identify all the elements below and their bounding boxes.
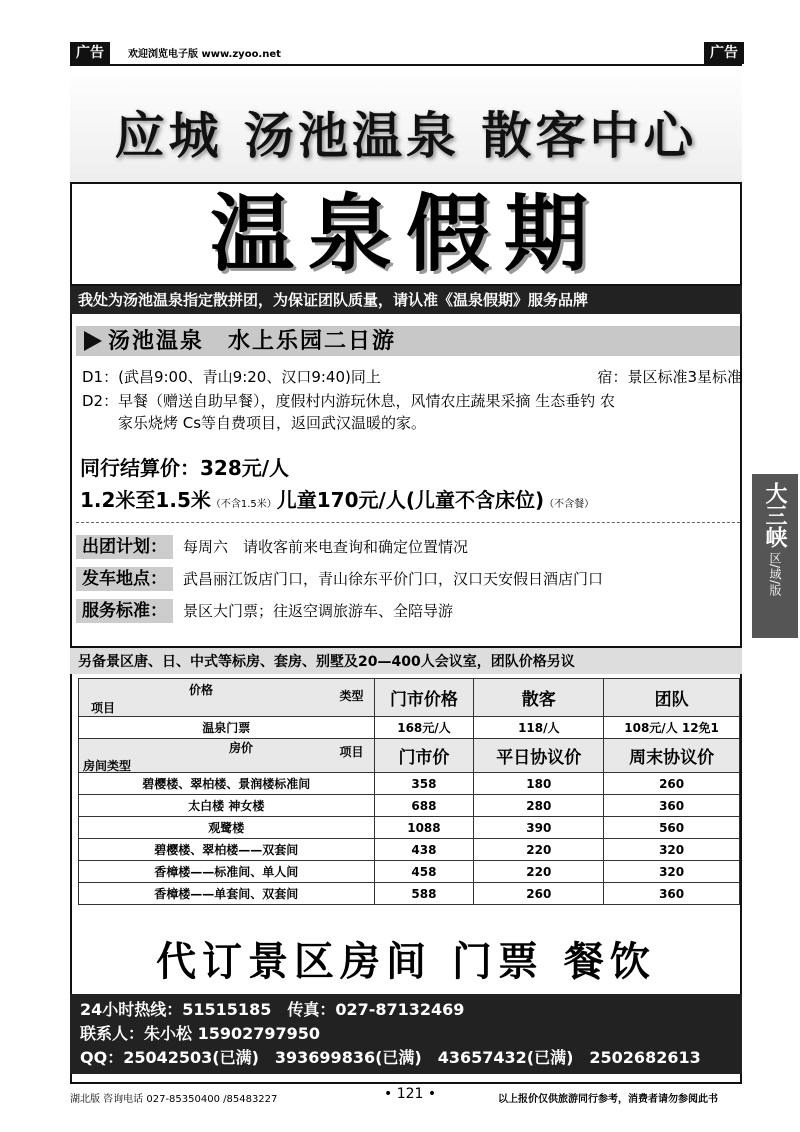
table-cell: 588 bbox=[374, 883, 474, 905]
d2-text bbox=[82, 390, 740, 434]
d1-label: D1： bbox=[82, 368, 119, 386]
diag-item-label: 项目 bbox=[91, 701, 116, 715]
table-cell: 220 bbox=[474, 839, 604, 861]
table-cell: 458 bbox=[374, 861, 474, 883]
peer-price: 同行结算价：328元/人 bbox=[80, 456, 290, 480]
region-side-tab bbox=[752, 474, 798, 638]
table-cell: 358 bbox=[374, 773, 474, 795]
table-cell: 260 bbox=[474, 883, 604, 905]
ad-tag-right: 广告 bbox=[704, 42, 744, 64]
room-col-header: 门市价 bbox=[374, 739, 474, 773]
brand-notice: 我处为汤池温泉指定散拼团，为保证团队质量，请认准《温泉假期》服务品牌 bbox=[70, 286, 742, 314]
diag-room-type-label: 房间类型 bbox=[83, 759, 132, 773]
banner-title: 温泉假期 bbox=[209, 184, 602, 283]
itinerary-day1 bbox=[82, 366, 742, 388]
depart-key: 发车地点： bbox=[76, 567, 173, 591]
header-title: 应城 汤池温泉 散客中心 bbox=[114, 106, 698, 165]
table-row bbox=[79, 773, 740, 795]
table-cell: 香樟楼——单套间、双套间 bbox=[79, 883, 375, 905]
table-cell: 220 bbox=[474, 861, 604, 883]
top-url-text: 欢迎浏览电子版 www.zyoo.net bbox=[128, 49, 281, 60]
table-cell: 438 bbox=[374, 839, 474, 861]
contact-box bbox=[70, 994, 742, 1074]
other-notice: 另备景区唐、日、中式等标房、套房、别墅及20—400人会议室，团队价格另议 bbox=[70, 646, 742, 674]
divider bbox=[76, 522, 740, 523]
plan-key: 出团计划： bbox=[76, 535, 173, 559]
banner bbox=[70, 182, 742, 286]
route-title: 汤池温泉 水上乐园二日游 bbox=[108, 328, 397, 354]
child-height: 1.2米至1.5米 bbox=[80, 488, 211, 512]
table-row bbox=[79, 817, 740, 839]
table-cell: 碧樱楼、翠柏楼、景润楼标准间 bbox=[79, 773, 375, 795]
info-row-plan bbox=[76, 535, 468, 561]
hotline-line: 24小时热线：51515185 传真：027-87132469 bbox=[80, 1000, 465, 1019]
table-cell: 108元/人 12免1 bbox=[604, 717, 740, 739]
table-row bbox=[79, 883, 740, 905]
table-row bbox=[79, 839, 740, 861]
table-cell: 280 bbox=[474, 795, 604, 817]
footer-disclaimer: 以上报价仅供旅游同行参考，消费者请勿参阅此书 bbox=[498, 1094, 718, 1105]
table-cell: 360 bbox=[604, 795, 740, 817]
table-cell: 390 bbox=[474, 817, 604, 839]
ticket-header-row bbox=[79, 679, 740, 717]
diag-type-label: 类型 bbox=[339, 689, 364, 703]
table-cell: 碧樱楼、翠柏楼——双套间 bbox=[79, 839, 375, 861]
room-header-row bbox=[79, 739, 740, 773]
price-table bbox=[78, 678, 740, 905]
diag-room-price-label: 房价 bbox=[229, 741, 254, 755]
diag-room-item-label: 项目 bbox=[339, 745, 364, 759]
d2-line1: 早餐（赠送自助早餐），度假村内游玩休息，风情农庄蔬果采摘 生态垂钓 农 bbox=[118, 392, 616, 410]
itinerary-day2 bbox=[82, 390, 740, 434]
service-key: 服务标准： bbox=[76, 599, 173, 623]
table-row bbox=[79, 861, 740, 883]
table-cell: 360 bbox=[604, 883, 740, 905]
d1-stay: 宿：景区标准3星标准 bbox=[597, 368, 742, 386]
side-tab-title: 大三峡 bbox=[762, 482, 788, 548]
table-cell: 560 bbox=[604, 817, 740, 839]
plan-value: 每周六 请收客前来电查询和确定位置情况 bbox=[183, 538, 469, 556]
ticket-col-header: 散客 bbox=[474, 679, 604, 717]
table-cell: 香樟楼——标准间、单人间 bbox=[79, 861, 375, 883]
table-cell: 太白楼 神女楼 bbox=[79, 795, 375, 817]
child-price-text: 儿童170元/人(儿童不含床位) bbox=[276, 488, 545, 512]
table-cell: 320 bbox=[604, 861, 740, 883]
child-meal-note: （不含餐） bbox=[544, 499, 595, 510]
ticket-col-header: 门市价格 bbox=[374, 679, 474, 717]
table-cell: 260 bbox=[604, 773, 740, 795]
table-row bbox=[79, 795, 740, 817]
service-value: 景区大门票；往返空调旅游车、全陪导游 bbox=[183, 602, 454, 620]
table-cell: 温泉门票 bbox=[79, 717, 375, 739]
info-row-depart bbox=[76, 567, 603, 593]
d2-line2: 家乐烧烤 Cs等自费项目，返回武汉温暖的家。 bbox=[118, 414, 427, 432]
ad-tag-left: 广告 bbox=[70, 42, 110, 64]
info-row-service bbox=[76, 599, 453, 625]
child-height-note: （不含1.5米） bbox=[210, 499, 277, 510]
room-col-header: 周末协议价 bbox=[604, 739, 740, 773]
table-cell: 168元/人 bbox=[374, 717, 474, 739]
table-cell: 180 bbox=[474, 773, 604, 795]
depart-value: 武昌丽江饭店门口，青山徐东平价门口，汉口天安假日酒店门口 bbox=[183, 570, 604, 588]
qq-line: QQ：25042503(已满) 393699836(已满) 43657432(已满) 2502682613 bbox=[80, 1048, 701, 1067]
room-col-header: 平日协议价 bbox=[474, 739, 604, 773]
table-cell: 688 bbox=[374, 795, 474, 817]
table-cell: 1088 bbox=[374, 817, 474, 839]
contact-person-line: 联系人：朱小松 15902797950 bbox=[80, 1024, 321, 1043]
ticket-row bbox=[79, 717, 740, 739]
d1-text: (武昌9:00、青山9:20、汉口9:40)同上 bbox=[118, 368, 381, 386]
ticket-col-header: 团队 bbox=[604, 679, 740, 717]
arrow-right-icon bbox=[84, 331, 102, 351]
ticket-diag-header bbox=[79, 679, 375, 717]
page-number: • 121 • bbox=[384, 1086, 437, 1102]
child-price bbox=[80, 484, 594, 513]
route-bar bbox=[76, 326, 740, 356]
d2-label: D2： bbox=[82, 392, 119, 410]
table-cell: 观鹭楼 bbox=[79, 817, 375, 839]
booking-slogan: 代订景区房间 门票 餐饮 bbox=[156, 938, 656, 985]
footer-left: 湖北版 咨询电话 027-85350400 /85483227 bbox=[70, 1094, 278, 1105]
side-tab-subtitle: 区/域/版 bbox=[768, 552, 782, 597]
table-cell: 320 bbox=[604, 839, 740, 861]
room-diag-header bbox=[79, 739, 375, 773]
diag-price-label: 价格 bbox=[189, 683, 214, 697]
table-cell: 118/人 bbox=[474, 717, 604, 739]
